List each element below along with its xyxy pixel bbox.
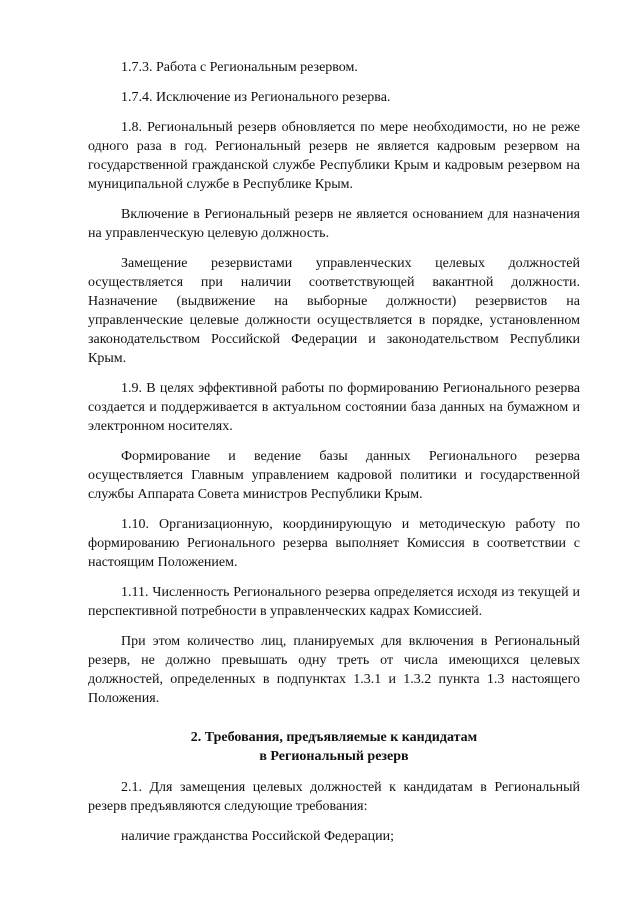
paragraph-1-7-4: 1.7.4. Исключение из Регионального резерва. <box>121 90 391 105</box>
section-heading-line-2: в Региональный резерв <box>259 749 409 764</box>
section-heading-line-1: 2. Требования, предъявляемые к кандидатам <box>190 730 478 745</box>
paragraph-database-formation: Формирование и ведение базы данных Регионального резерва осуществляется Главным управлением кадровой политики и государственной службы Аппарата Совета министров Республики Крым. <box>88 449 580 502</box>
paragraph-1-7-3: 1.7.3. Работа с Региональным резервом. <box>121 60 358 75</box>
paragraph-1-8: 1.8. Региональный резерв обновляется по мере необходимости, но не реже одного раза в год. Региональный резерв не является кадровым резервом на государственной гражданской службе Республики Крым и кадровым резервом на муниципальной службе в Республике Крым. <box>88 120 580 192</box>
paragraph-2-1: 2.1. Для замещения целевых должностей к кандидатам в Региональный резерв предъявляются следующие требования: <box>88 780 580 814</box>
section-heading <box>88 728 580 766</box>
paragraph-1-11: 1.11. Численность Регионального резерва определяется исходя из текущей и перспективной потребности в управленческих кадрах Комиссией. <box>88 585 580 619</box>
paragraph-one-third-limit: При этом количество лиц, планируемых для включения в Региональный резерв, не должно превышать одну треть от числа имеющихся целевых должностей, определенных в подпунктах 1.3.1 и 1.3.2 пункта 1.3 настоящего Положения. <box>88 634 580 706</box>
paragraph-1-9: 1.9. В целях эффективной работы по формированию Регионального резерва создается и поддерживается в актуальном состоянии база данных на бумажном и электронном носителях. <box>88 381 580 434</box>
paragraph-citizenship-requirement: наличие гражданства Российской Федерации; <box>121 829 394 844</box>
paragraph-inclusion-not-basis: Включение в Региональный резерв не является основанием для назначения на управленческую целевую должность. <box>88 207 580 241</box>
paragraph-replacement: Замещение резервистами управленческих целевых должностей осуществляется при наличии соответствующей вакантной должности. Назначение (выдвижение на выборные должности) резервистов на управленческие целевые должности осуществляется в порядке, установленном законодательством Российской Федерации и законодательством Республики Крым. <box>88 256 580 366</box>
document-page <box>88 58 580 857</box>
paragraph-1-10: 1.10. Организационную, координирующую и методическую работу по формированию Регионального резерва выполняет Комиссия в соответствии с настоящим Положением. <box>88 517 580 570</box>
